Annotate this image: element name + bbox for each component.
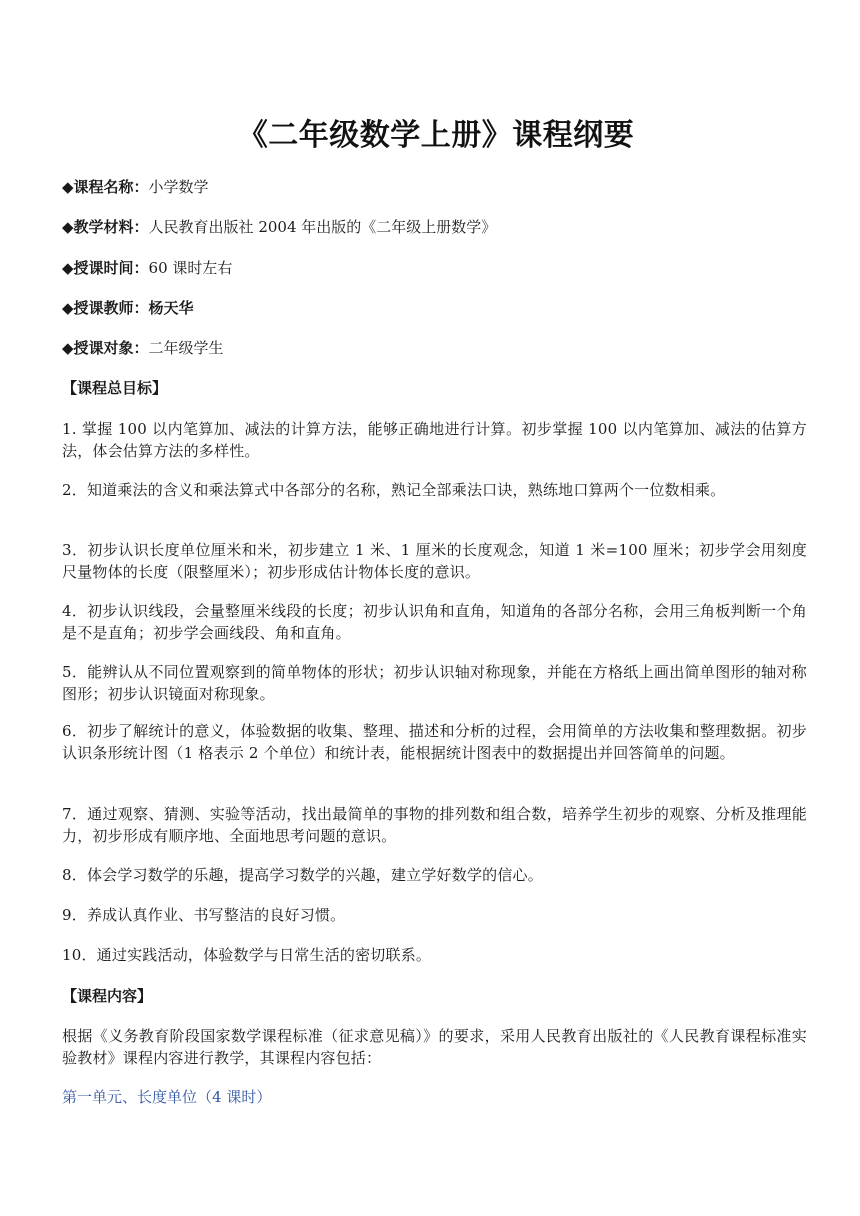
content-heading: 【课程内容】 xyxy=(62,987,153,1005)
meta-value: 人民教育出版社 2004 年出版的《二年级上册数学》 xyxy=(148,218,497,236)
meta-value: 杨天华 xyxy=(148,299,194,317)
goal-item-8: 8．体会学习数学的乐趣，提高学习数学的兴趣，建立学好数学的信心。 xyxy=(62,866,543,884)
goal-item-3: 3．初步认识长度单位厘米和米，初步建立 1 米、1 厘米的长度观念，知道 1 米=100 厘米；初步学会用刻度尺量物体的长度（限整厘米）；初步形成估计物体长度的意识。 xyxy=(62,541,807,581)
meta-value: 60 课时左右 xyxy=(148,259,233,277)
page-title: 《二年级数学上册》课程纲要 xyxy=(237,118,635,153)
meta-schedule xyxy=(62,258,232,278)
goals-heading: 【课程总目标】 xyxy=(62,379,168,397)
goal-item-4: 4．初步认识线段，会量整厘米线段的长度；初步认识角和直角，知道角的各部分名称，会用三角板判断一个角是不是直角；初步学会画线段、角和直角。 xyxy=(62,602,807,642)
content-intro: 根据《义务教育阶段国家数学课程标准（征求意见稿）》的要求，采用人民教育出版社的《人民教育课程标准实验教材》课程内容进行教学，其课程内容包括： xyxy=(62,1027,807,1067)
goal-item-6: 6．初步了解统计的意义，体验数据的收集、整理、描述和分析的过程，会用简单的方法收集和整理数据。初步认识条形统计图（1 格表示 2 个单位）和统计表，能根据统计图表中的数据提出并回答简单的问题。 xyxy=(62,722,807,762)
meta-audience xyxy=(62,338,224,358)
goal-item-1: 1. 掌握 100 以内笔算加、减法的计算方法，能够正确地进行计算。初步掌握 100 以内笔算加、减法的估算方法，体会估算方法的多样性。 xyxy=(62,420,807,460)
meta-label: ◆授课教师： xyxy=(62,299,149,317)
goal-item-9: 9．养成认真作业、书写整洁的良好习惯。 xyxy=(62,906,346,924)
goal-item-5: 5．能辨认从不同位置观察到的简单物体的形状；初步认识轴对称现象，并能在方格纸上画出简单图形的轴对称图形；初步认识镜面对称现象。 xyxy=(62,663,807,703)
meta-label: ◆授课对象： xyxy=(62,339,149,357)
meta-label: ◆授课时间： xyxy=(62,259,149,277)
unit-1-heading: 第一单元、长度单位（4 课时） xyxy=(62,1088,272,1106)
meta-materials xyxy=(62,217,496,237)
meta-value: 小学数学 xyxy=(148,178,209,196)
goal-item-7: 7．通过观察、猜测、实验等活动，找出最简单的事物的排列数和组合数，培养学生初步的观察、分析及推理能力，初步形成有顺序地、全面地思考问题的意识。 xyxy=(62,805,807,845)
meta-course-name xyxy=(62,177,209,197)
meta-teacher xyxy=(62,298,194,318)
goal-item-2: 2．知道乘法的含义和乘法算式中各部分的名称，熟记全部乘法口诀，熟练地口算两个一位数相乘。 xyxy=(62,481,726,499)
meta-label: ◆教学材料： xyxy=(62,218,149,236)
goal-item-10: 10．通过实践活动，体验数学与日常生活的密切联系。 xyxy=(62,946,432,964)
meta-label: ◆课程名称： xyxy=(62,178,149,196)
meta-value: 二年级学生 xyxy=(148,339,224,357)
